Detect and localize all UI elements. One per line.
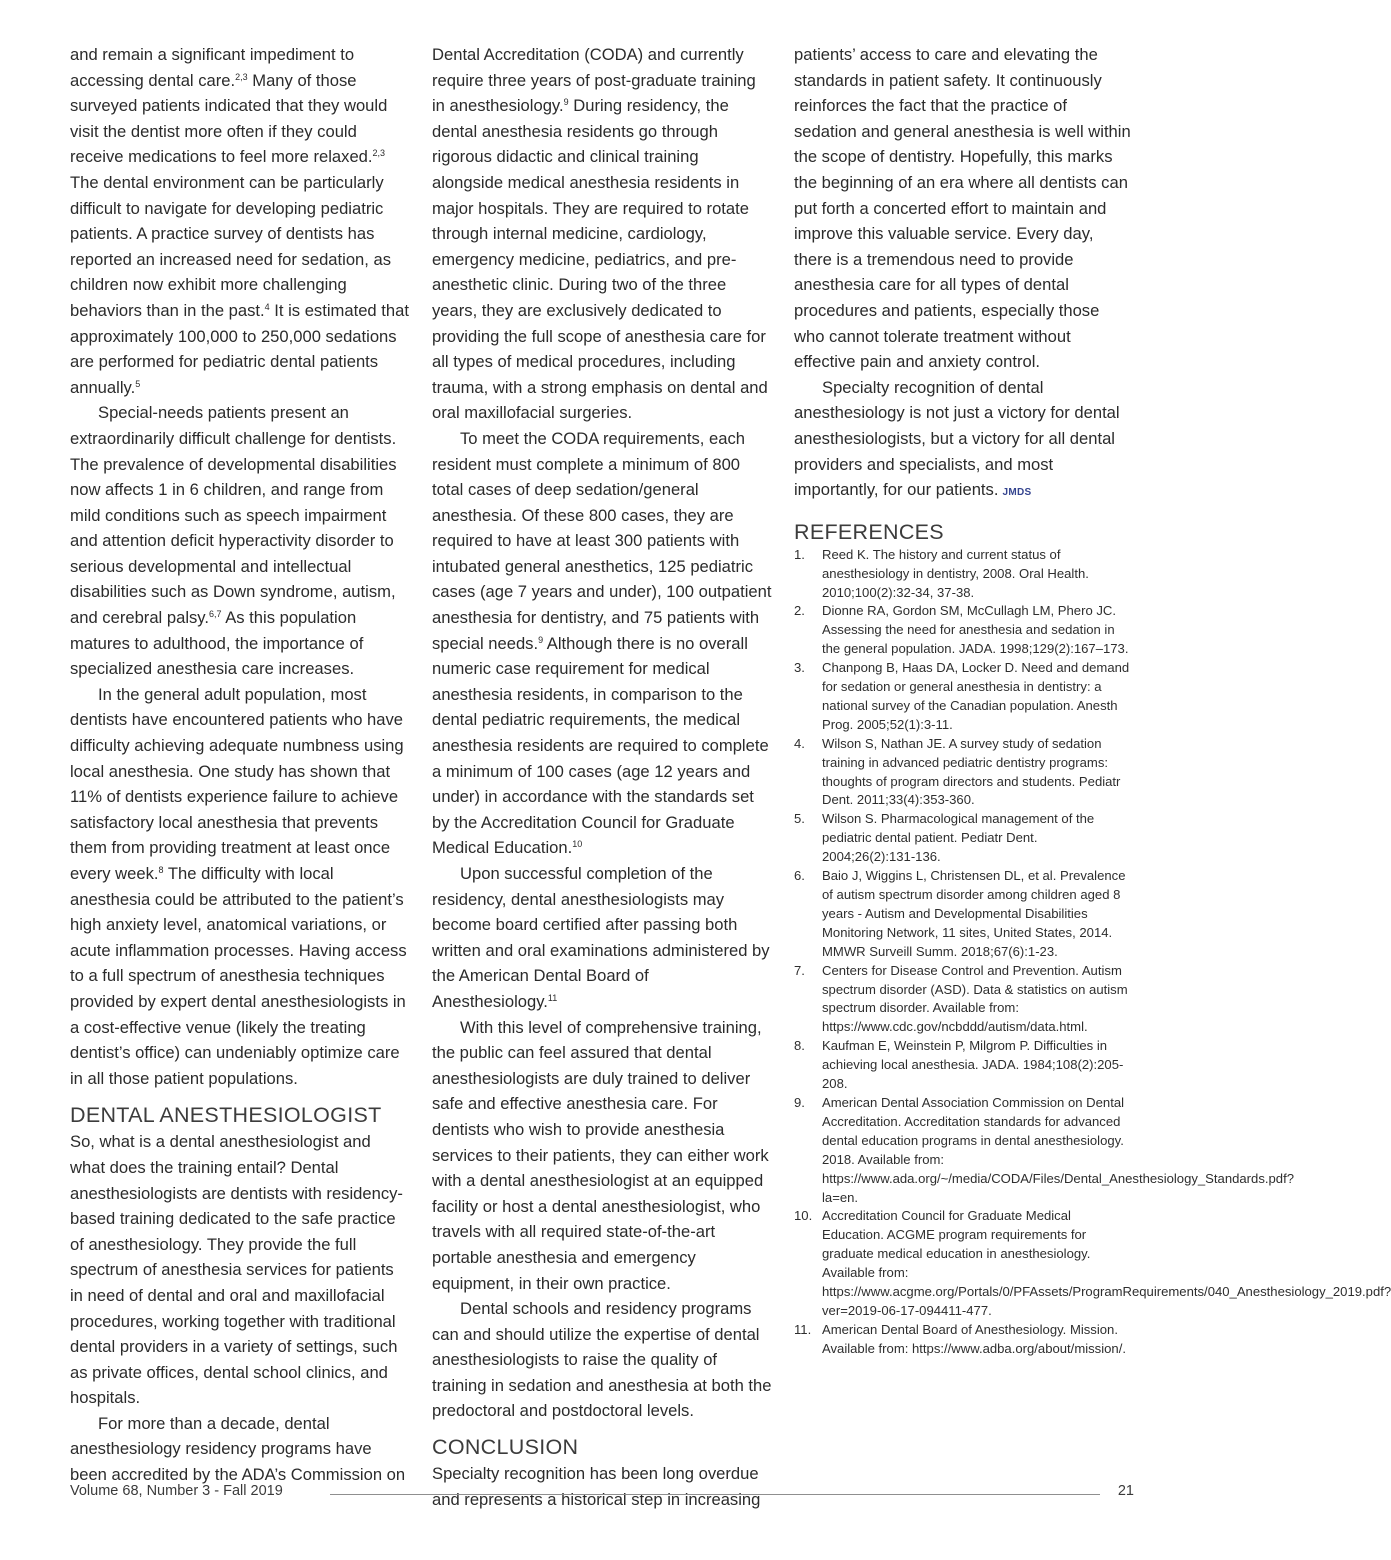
reference-number: 2. — [794, 603, 805, 619]
paragraph — [794, 375, 1134, 506]
reference-number: 10. — [794, 1208, 813, 1224]
paragraph: With this level of comprehensive training, the public can feel assured that dental anesthesiologists are duly trained to deliver safe and effective anesthesia care. For dentists who wish to provide anesthesia services to their patients, they can either work with a dental anesthesiologist at an equipped facility or host a dental anesthesiologist, who travels with all required state-of-the-art portable anesthesia and emergency equipment, in their own practice. — [432, 1017, 769, 1293]
reference-item — [794, 1037, 1134, 1094]
column-1 — [70, 42, 410, 1488]
paragraph: Specialty recognition has been long overdue and represents a historical step in increasing — [432, 1464, 761, 1509]
reference-text: Chanpong B, Haas DA, Locker D. Need and demand for sedation or general anesthesia in dentistry: a national survey of the Canadian population. Anesth Prog. 2005;52(1):3-11. — [822, 660, 1130, 732]
paragraph: So, what is a dental anesthesiologist and what does the training entail? Dental anesthesiologists are dentists with residency-based training dedicated to the safe practice of anesthesiology. They provide the full spectrum of anesthesia services for patients in need of dental and oral and maxillofacial procedures, working together with traditional dental providers in a variety of settings, such as private offices, dental school clinics, and hospitals. — [70, 1132, 403, 1408]
reference-number: 3. — [794, 660, 805, 676]
reference-number: 11. — [794, 1321, 812, 1337]
paragraph: Dental Accreditation (CODA) and currently require three years of post-graduate training in anesthesiology.$^9$ During residency, the dental anesthesia residents go through rigorous didactic and clinical training alongside medical anesthesia residents in major hospitals. They are required to rotate through internal medicine, cardiology, emergency medicine, pediatrics, and pre-anesthetic clinic. During two of the three years, they are exclusively dedicated to providing the full scope of anesthesia care for all types of medical procedures, including trauma, with a strong emphasis on dental and oral maxillofacial surgeries. — [432, 45, 768, 423]
citation-superscript: 2,3 — [372, 148, 386, 159]
page-number: 21 — [1117, 1483, 1134, 1499]
reference-number: 5. — [794, 811, 805, 827]
reference-text: Wilson S, Nathan JE. A survey study of sedation training in advanced pediatric dentistry programs: thoughts of program directors and students. Pediatr Dent. 2011;33(4):353-360. — [822, 735, 1121, 808]
reference-item — [794, 659, 1134, 735]
reference-number: 1. — [794, 546, 805, 562]
paragraph: Upon successful completion of the residency, dental anesthesiologists may become board certified after passing both written and oral examinations administered by the American Dental Board of Anesthesiology.$^{11}$ — [432, 864, 770, 1011]
paragraph: For more than a decade, dental anesthesiology residency programs have been accredited by the ADA’s Commission on — [70, 1413, 406, 1485]
reference-item — [794, 602, 1134, 659]
citation-superscript: 6,7 — [208, 609, 222, 620]
citation-superscript: 4 — [264, 301, 270, 312]
paragraph: In the general adult population, most dentists have encountered patients who have difficulty achieving adequate numbness using local anesthesia. One study has shown that 11% of dentists experience failure to achieve satisfactory local anesthesia that prevents them from providing treatment at least once every week.$^8$ The difficulty with local anesthesia could be attributed to the patient’s high anxiety level, anatomical variations, or acute inflammation processes. Having access to a full spectrum of anesthesia techniques provided by expert dental anesthesiologists in a cost-effective venue (likely the treating dentist’s office) can undeniably optimize care in all those patient populations. — [70, 684, 407, 1088]
section-heading: DENTAL ANESTHESIOLOGIST — [70, 1103, 382, 1128]
reference-item — [794, 962, 1134, 1038]
reference-number: 8. — [794, 1038, 805, 1054]
reference-item — [794, 1094, 1294, 1207]
reference-item — [794, 1321, 1134, 1359]
citation-superscript: 5 — [135, 378, 141, 389]
reference-number: 4. — [794, 735, 805, 751]
reference-text: Wilson S. Pharmacological management of the pediatric dental patient. Pediatr Dent. 2004;26(2):131-136. — [822, 811, 1095, 865]
reference-text: Accreditation Council for Graduate Medical Education. ACGME program requirements for graduate medical education in anesthesiology. Available from: https://www.acgme.org/Portals/0/PFAssets/ProgramRequirements/040_Anesthesiology_2019.pdf?ver=2019-06-17-094411-477. — [822, 1208, 1391, 1318]
references-heading: REFERENCES — [794, 519, 944, 544]
reference-item — [794, 867, 1134, 962]
citation-superscript: 9 — [563, 97, 569, 108]
reference-list — [794, 546, 1391, 1359]
citation-superscript: 8 — [158, 865, 164, 875]
column-2 — [432, 42, 772, 1512]
section-heading: CONCLUSION — [432, 1435, 579, 1460]
reference-number: 7. — [794, 962, 805, 978]
paragraph: Special-needs patients present an extraordinarily difficult challenge for dentists. The prevalence of developmental disabilities now affects 1 in 6 children, and range from mild conditions such as speech impairment and attention deficit hyperactivity disorder to serious developmental and intellectual disabilities such as Down syndrome, autism, and cerebral palsy.$^{6,7}$ As this population matures to adulthood, the importance of specialized anesthesia care increases. — [70, 403, 397, 679]
footer-rule — [330, 1494, 1100, 1495]
reference-item — [794, 1207, 1391, 1320]
citation-superscript: 2,3 — [235, 71, 248, 82]
page-footer — [70, 1483, 1134, 1507]
reference-text: Baio J, Wiggins L, Christensen DL, et al. Prevalence of autism spectrum disorder among children aged 8 years - Autism and Developmental Disabilities Monitoring Network, 11 sites, United States, 2014. MMWR Surveill Summ. 2018;67(6):1-23. — [822, 868, 1126, 959]
reference-item — [794, 735, 1134, 811]
reference-text: Centers for Disease Control and Prevention. Autism spectrum disorder (ASD). Data & statistics on autism spectrum disorder. Available from: https://www.cdc.gov/ncbddd/autism/data.html. — [822, 962, 1128, 1035]
paragraph: and remain a significant impediment to accessing dental care.$^{2,3}$ Many of those surveyed patients indicated that they would visit the dentist more often if they could receive medications to feel more relaxed.$^{2,3}$ The dental environment can be particularly difficult to navigate for developing pediatric patients. A practice survey of dentists has reported an increased need for sedation, as children now exhibit more challenging behaviors than in the past.$^4$ It is estimated that approximately 100,000 to 250,000 sedations are performed for pediatric dental patients annually.$^5$ — [70, 45, 409, 397]
reference-item — [794, 546, 1134, 603]
citation-superscript: 11 — [547, 992, 558, 1003]
end-mark: JMDS — [1002, 487, 1032, 499]
paragraph-text: Specialty recognition of dental anesthesiology is not just a victory for dental anesthesiologists, but a victory for all dental providers and specialists, and most importantly, for our patients. — [794, 377, 1120, 500]
paragraph: Dental schools and residency programs can and should utilize the expertise of dental anesthesiologists to raise the quality of training in sedation and anesthesia at both the predoctoral and postdoctoral levels. — [432, 1299, 772, 1421]
paragraph: To meet the CODA requirements, each resident must complete a minimum of 800 total cases of deep sedation/general anesthesia. Of these 800 cases, they are required to have at least 300 patients with intubated general anesthetics, 125 pediatric cases (age 7 years and under), 100 outpatient anesthesia for dentistry, and 75 patients with special needs.$^9$ Although there is no overall numeric case requirement for medical anesthesia residents, in comparison to the dental pediatric requirements, the medical anesthesia residents are required to complete a minimum of 100 cases (age 12 years and under) in accordance with the standards set by the Accreditation Council for Graduate Medical Education.$^{10}$ — [432, 428, 772, 858]
reference-number: 6. — [794, 868, 805, 884]
reference-text: Kaufman E, Weinstein P, Milgrom P. Difficulties in achieving local anesthesia. JADA. 1984;108(2):205-208. — [822, 1038, 1124, 1092]
reference-item — [794, 810, 1134, 867]
reference-text: Reed K. The history and current status of anesthesiology in dentistry, 2008. Oral Health. 2010;100(2):32-34, 37-38. — [822, 546, 1089, 600]
reference-text: Dionne RA, Gordon SM, McCullagh LM, Phero JC. Assessing the need for anesthesia and sedation in the general population. JADA. 1998;129(2):167–173. — [822, 603, 1129, 657]
column-3 — [794, 42, 1391, 1359]
paragraph: patients’ access to care and elevating the standards in patient safety. It continuously reinforces the fact that the practice of sedation and general anesthesia is well within the scope of dentistry. Hopefully, this marks the beginning of an era where all dentists can put forth a concerted effort to maintain and improve this valuable service. Every day, there is a tremendous need to provide anesthesia care for all types of dental procedures and patients, especially those who cannot tolerate treatment without effective pain and anxiety control. — [794, 45, 1131, 372]
reference-number: 9. — [794, 1094, 805, 1110]
reference-text: American Dental Association Commission on Dental Accreditation. Accreditation standards for advanced dental education programs in dental anesthesiology. 2018. Available from: https://www.ada.org/~/media/CODA/Files/Dental_Anesthesiology_Standards.pdf?la=en. — [822, 1094, 1294, 1205]
reference-text: American Dental Board of Anesthesiology. Mission. Available from: https://www.adba.org/about/mission/. — [822, 1321, 1126, 1356]
citation-superscript: 10 — [572, 839, 583, 850]
citation-superscript: 9 — [538, 634, 544, 645]
volume-info: Volume 68, Number 3 - Fall 2019 — [70, 1483, 283, 1499]
